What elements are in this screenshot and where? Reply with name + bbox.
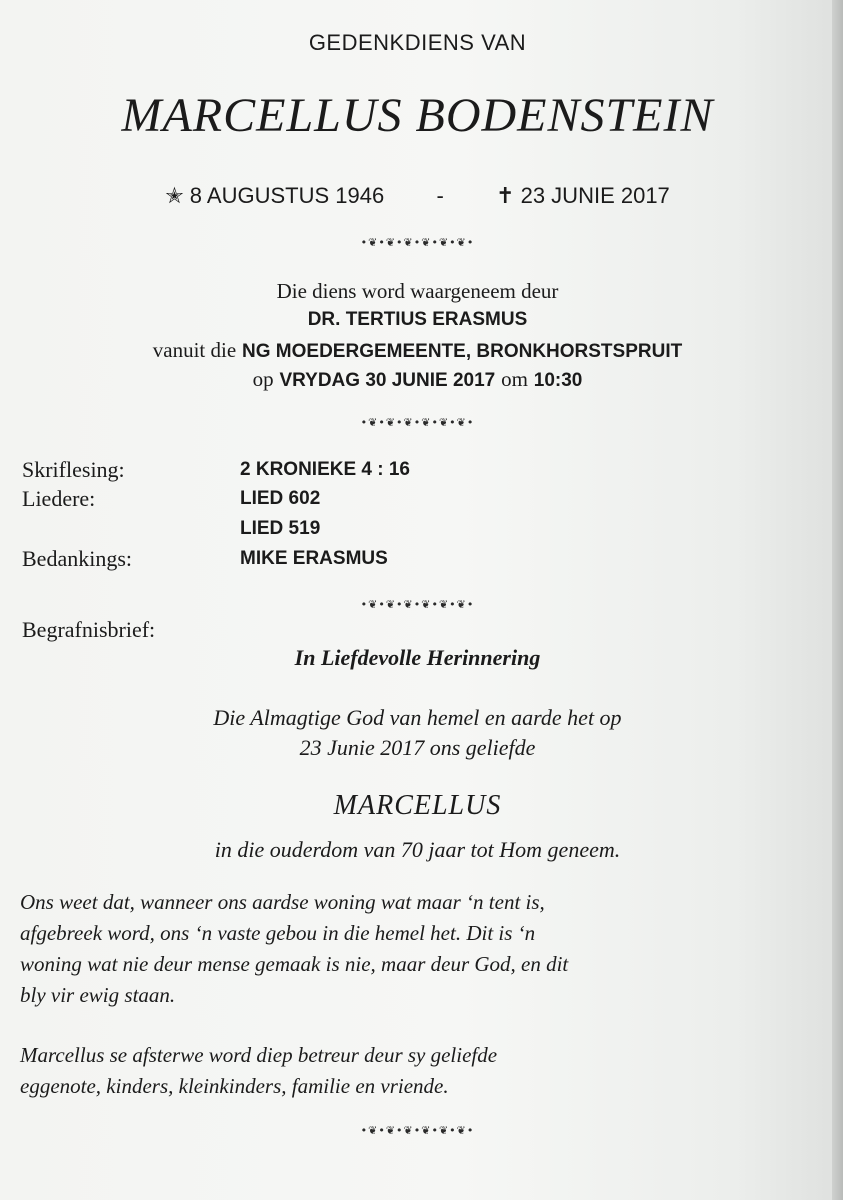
- deceased-name: MARCELLUS BODENSTEIN: [121, 89, 714, 142]
- letter-paragraph-line: Ons weet dat, wanneer ons aardse woning wat maar ‘n tent is,: [20, 890, 545, 914]
- time-prefix: om: [501, 367, 528, 391]
- service-line: Die diens word waargeneem deur: [276, 279, 559, 303]
- letter-age-line: in die ouderdom van 70 jaar tot Hom geneem.: [214, 837, 621, 862]
- letter-paragraph-line: afgebreek word, ons ‘n vaste gebou in die hemel het. Dit is ‘n: [20, 921, 536, 945]
- letter-name: MARCELLUS: [333, 790, 502, 821]
- birth-date: 8 AUGUSTUS 1946: [189, 183, 385, 208]
- letter-paragraph-line: eggenote, kinders, kleinkinders, familie en vriende.: [20, 1074, 449, 1098]
- letter-label: Begrafnisbrief:: [22, 617, 156, 642]
- star-icon: ✭: [165, 183, 184, 208]
- church-line: [0, 338, 835, 363]
- reading-label: Skriflesing:: [22, 457, 125, 482]
- ornament-divider: •❦•❦•❦•❦•❦•❦•: [360, 416, 475, 429]
- thanks-value: MIKE ERASMUS: [240, 548, 388, 569]
- letter-intro: 23 Junie 2017 ons geliefde: [299, 735, 536, 760]
- service-time: 10:30: [533, 370, 583, 391]
- life-dates: [0, 183, 835, 209]
- service-day: VRYDAG 30 JUNIE 2017: [279, 370, 496, 391]
- reading-value: 2 KRONIEKE 4 : 16: [240, 459, 410, 480]
- songs-label: Liedere:: [22, 486, 96, 511]
- thanks-label: Bedankings:: [22, 546, 132, 571]
- cross-icon: ✝: [496, 183, 515, 208]
- ornament-divider: •❦•❦•❦•❦•❦•❦•: [360, 236, 475, 249]
- letter-paragraph-line: Marcellus se afsterwe word diep betreur deur sy geliefde: [20, 1043, 498, 1067]
- officiant-name: DR. TERTIUS ERASMUS: [307, 309, 528, 330]
- letter-heading: In Liefdevolle Herinnering: [294, 645, 541, 670]
- service-datetime: [0, 367, 835, 392]
- song-item: LIED 519: [240, 518, 321, 539]
- church-prefix: vanuit die: [152, 338, 237, 362]
- church-name: NG MOEDERGEMEENTE, BRONKHORSTSPRUIT: [242, 341, 683, 362]
- song-item: LIED 602: [240, 488, 321, 509]
- date-separator: -: [436, 183, 444, 208]
- date-prefix: op: [252, 367, 274, 391]
- letter-paragraph-line: woning wat nie deur mense gemaak is nie, maar deur God, en dit: [20, 952, 569, 976]
- ornament-divider: •❦•❦•❦•❦•❦•❦•: [360, 1124, 475, 1137]
- death-date: 23 JUNIE 2017: [520, 183, 670, 208]
- ornament-divider: •❦•❦•❦•❦•❦•❦•: [360, 598, 475, 611]
- letter-paragraph-line: bly vir ewig staan.: [20, 983, 176, 1007]
- letter-intro: Die Almagtige God van hemel en aarde het op: [213, 705, 622, 730]
- header-title: GEDENKDIENS VAN: [308, 30, 527, 55]
